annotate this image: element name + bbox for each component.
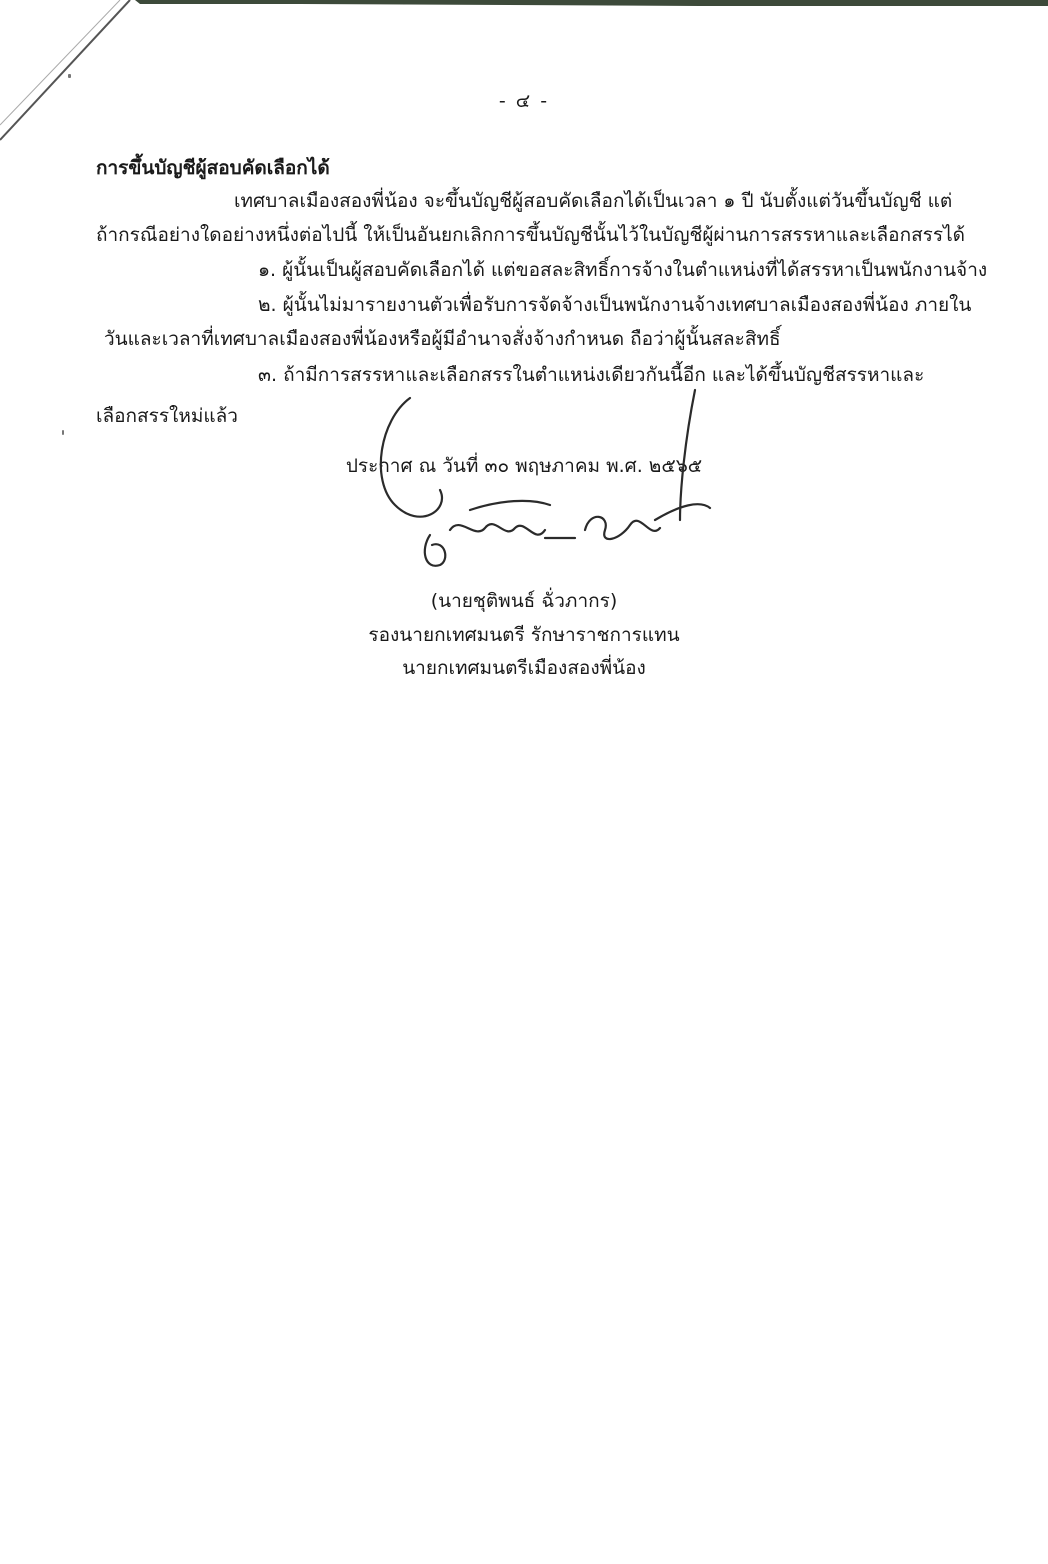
paragraph-line: เทศบาลเมืองสองพี่น้อง จะขึ้นบัญชีผู้สอบคัดเลือกได้เป็นเวลา ๑ ปี นับตั้งแต่วันขึ้นบัญชี แต่ [234, 190, 953, 212]
signer-name: (นายชุติพนธ์ ฉั่วภากร) [430, 590, 618, 612]
list-item-continuation: วันและเวลาที่เทศบาลเมืองสองพี่น้องหรือผู้มีอำนาจสั่งจ้างกำหนด ถือว่าผู้นั้นสละสิทธิ์ [104, 328, 781, 350]
announcement-date: ประกาศ ณ วันที่ ๓๐ พฤษภาคม พ.ศ. ๒๕๖๕ [345, 455, 703, 477]
scan-speck [68, 74, 71, 78]
page-number: - ๔ - [498, 90, 550, 112]
signer-title: รองนายกเทศมนตรี รักษาราชการแทน [368, 624, 680, 646]
scanned-page-edge [0, 0, 1048, 160]
section-title: การขึ้นบัญชีผู้สอบคัดเลือกได้ [96, 157, 330, 179]
list-item: ๒. ผู้นั้นไม่มารายงานตัวเพื่อรับการจัดจ้างเป็นพนักงานจ้างเทศบาลเมืองสองพี่น้อง ภายใน [258, 294, 972, 316]
list-item: ๑. ผู้นั้นเป็นผู้สอบคัดเลือกได้ แต่ขอสละสิทธิ์การจ้างในตำแหน่งที่ได้สรรหาเป็นพนักงานจ้าง [258, 259, 988, 281]
scan-speck [62, 430, 64, 435]
signer-title: นายกเทศมนตรีเมืองสองพี่น้อง [402, 657, 646, 679]
handwritten-signature [300, 380, 760, 610]
list-item-continuation: เลือกสรรใหม่แล้ว [96, 405, 238, 427]
list-item: ๓. ถ้ามีการสรรหาและเลือกสรรในตำแหน่งเดียวกันนี้อีก และได้ขึ้นบัญชีสรรหาและ [258, 364, 925, 386]
paragraph-line: ถ้ากรณีอย่างใดอย่างหนึ่งต่อไปนี้ ให้เป็นอันยกเลิกการขึ้นบัญชีนั้นไว้ในบัญชีผู้ผ่านการสรรหาและเลือกสรรได้ [96, 224, 965, 246]
